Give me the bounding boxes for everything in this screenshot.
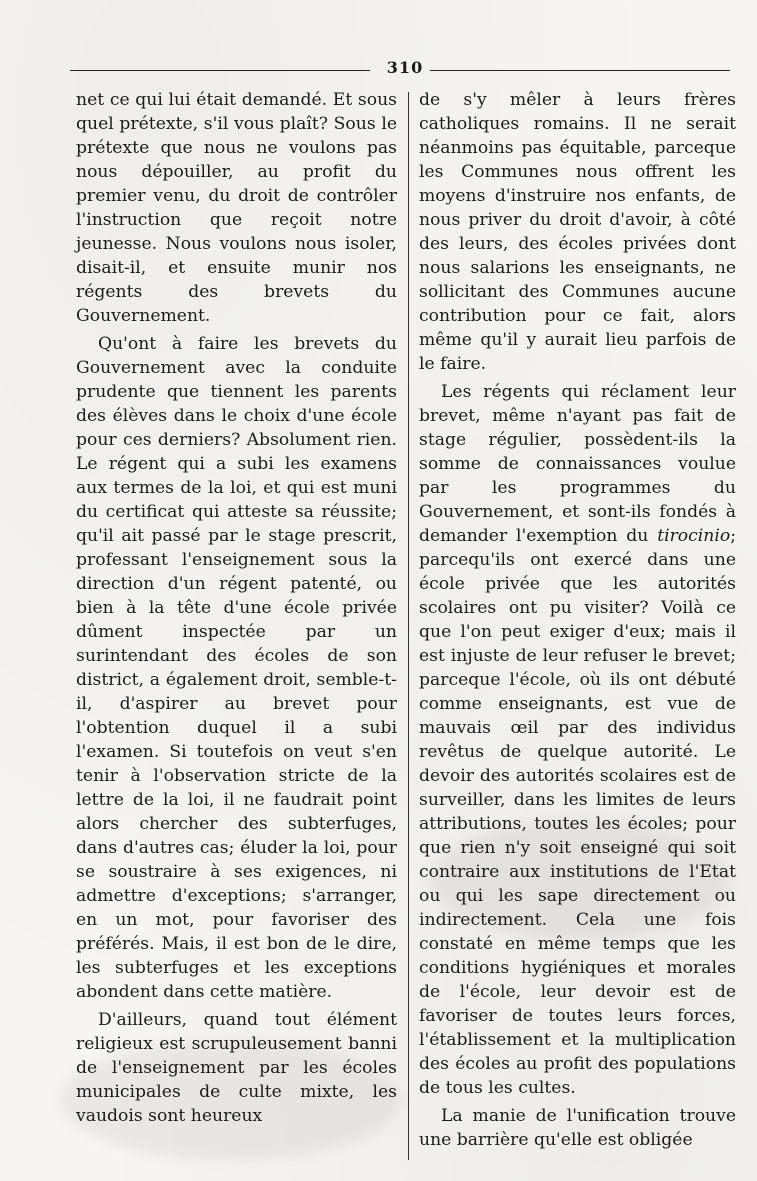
header-rule-left [70,70,370,71]
right-paragraph-2-text-a: Les régents qui réclament leur brevet, même n'ayant pas fait de stage régulier, possèdent-ils la somme de connaissances voulue par les programmes du Gouvernement, et sont-ils fondés à demander l'exemption du [419,382,736,546]
page-header [70,58,735,82]
tirocinio-italic: tirocinio [657,526,731,546]
right-paragraph-2-text-b: ; parcequ'ils ont exercé dans une école privée que les autorités scolaires ont pu visiter? Voilà ce que l'on peut exiger d'eux; mais il est injuste de leur refuser le brevet; parceque l'école, où ils ont débuté comme enseignants, est vue de mauvais œil par des individus revêtus de quelque autorité. Le devoir des autorités scolaires est de surveiller, dans les limites de leurs attributions, toutes les écoles; pour que rien n'y soit enseigné qui soit contraire aux institutions de l'Etat ou qui les sape directement ou indirectement. Cela une fois constaté en même temps que les conditions hygiéniques et morales de l'école, leur devoir est de favoriser de toutes leurs forces, l'établissement et la multiplication des écoles au profit des populations de tous les cultes. [419,526,736,1098]
right-paragraph-3: La manie de l'unification trouve une barrière qu'elle est obligée [419,1106,736,1150]
left-column [76,88,397,1128]
right-column [419,88,736,1152]
right-paragraph-2 [419,380,736,1100]
header-rule-right [430,70,730,71]
column-divider [408,92,409,1160]
left-paragraph-2: Qu'ont à faire les brevets du Gouvernement avec la conduite prudente que tiennent les parents des élèves dans le choix d'une école pour ces derniers? Absolument rien. Le régent qui a subi les examens aux termes de la loi, et qui est muni du certificat qui atteste sa réussite; qu'il ait passé par le stage prescrit, professant l'enseignement sous la direction d'un régent patenté, ou bien à la tête d'une école privée dûment inspectée par un surintendant des écoles de son district, a également droit, semble-t-il, d'aspirer au brevet pour l'obtention duquel il a subi l'examen. Si toutefois on veut s'en tenir à l'observation stricte de la lettre de la loi, il ne faudrait point alors chercher des subterfuges, dans d'autres cas; éluder la loi, pour se soustraire à ses exigences, ni admettre d'exceptions; s'arranger, en un mot, pour favoriser des préférés. Mais, il est bon de le dire, les subterfuges et les exceptions abondent dans cette matière. [76,334,397,1002]
right-paragraph-1: de s'y mêler à leurs frères catholiques romains. Il ne serait néanmoins pas équitable, parceque les Communes nous offrent les moyens d'instruire nos enfants, de nous priver du droit d'avoir, à côté des leurs, des écoles privées dont nous salarions les enseignants, ne sollicitant des Communes aucune contribution pour ce fait, alors même qu'il y aurait lieu parfois de le faire. [419,90,736,374]
page-number: 310 [386,58,424,77]
left-paragraph-3: D'ailleurs, quand tout élément religieux est scrupuleusement banni de l'enseignement par les écoles municipales de culte mixte, les vaudois sont heureux [76,1010,397,1126]
left-paragraph-1: net ce qui lui était demandé. Et sous quel prétexte, s'il vous plaît? Sous le prétexte que nous ne voulons pas nous dépouiller, au profit du premier venu, du droit de contrôler l'instruction que reçoit notre jeunesse. Nous voulons nous isoler, disait-il, et ensuite munir nos régents des brevets du Gouvernement. [76,90,397,326]
